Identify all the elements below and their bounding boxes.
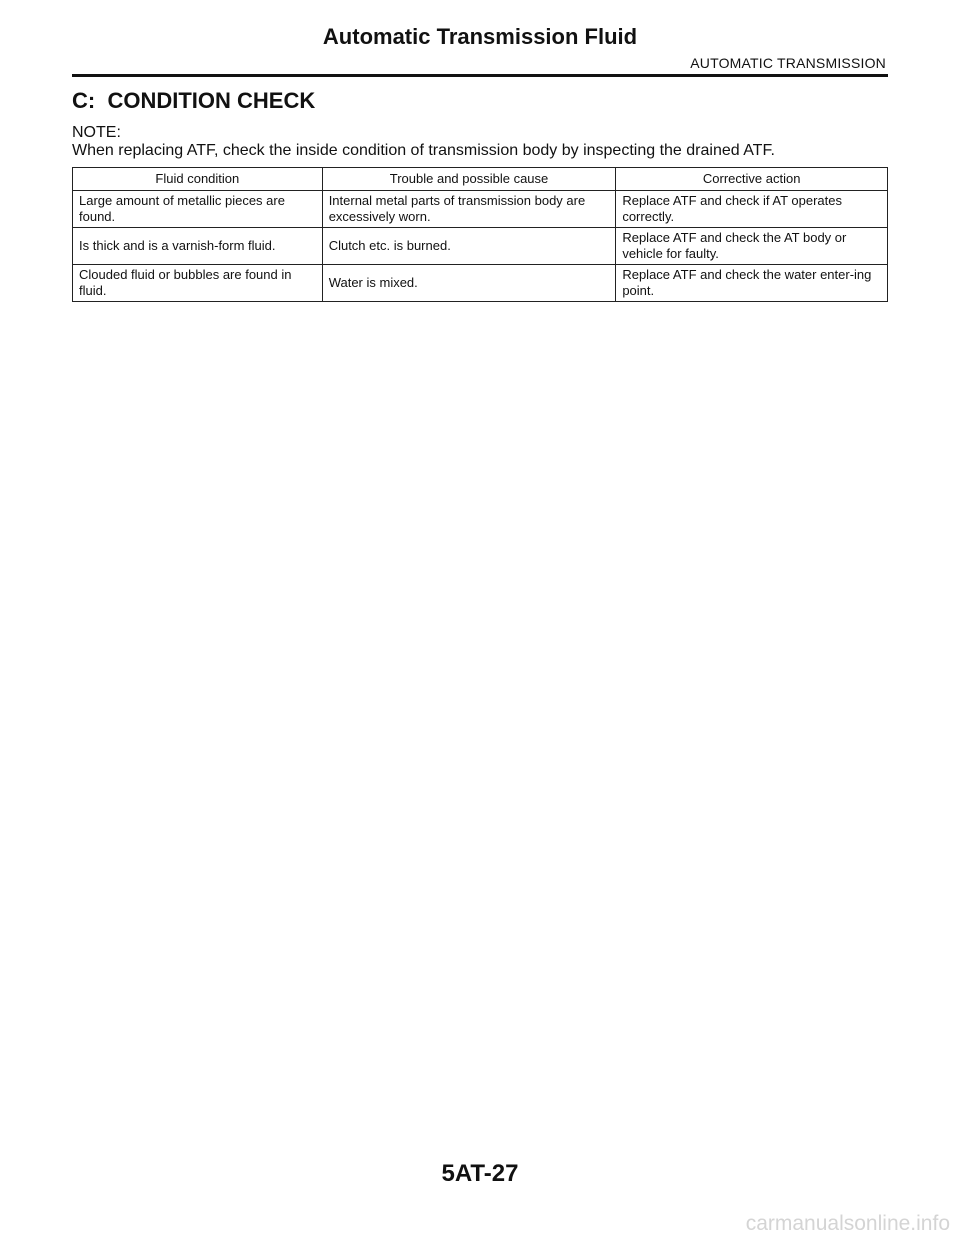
note-text: When replacing ATF, check the inside condition of transmission body by inspecting the drained ATF.	[72, 142, 775, 159]
section-heading: C: CONDITION CHECK	[72, 88, 316, 113]
header-divider	[72, 74, 888, 77]
column-header-trouble-cause: Trouble and possible cause	[322, 168, 616, 191]
cell-fluid-condition: Is thick and is a varnish-form fluid.	[73, 228, 323, 265]
table-header-row	[73, 168, 888, 191]
section-header: AUTOMATIC TRANSMISSION	[690, 55, 886, 71]
table-row	[73, 191, 888, 228]
condition-table	[72, 167, 888, 302]
cell-trouble-cause: Water is mixed.	[322, 265, 616, 302]
cell-corrective-action: Replace ATF and check the AT body or vehicle for faulty.	[616, 228, 888, 265]
page-title: Automatic Transmission Fluid	[322, 24, 638, 49]
column-header-corrective-action: Corrective action	[616, 168, 888, 191]
cell-corrective-action: Replace ATF and check the water enter-ing point.	[616, 265, 888, 302]
cell-fluid-condition: Clouded fluid or bubbles are found in fluid.	[73, 265, 323, 302]
cell-trouble-cause: Internal metal parts of transmission body are excessively worn.	[322, 191, 616, 228]
page-number: 5AT-27	[441, 1160, 519, 1187]
cell-fluid-condition: Large amount of metallic pieces are found.	[73, 191, 323, 228]
table-row	[73, 265, 888, 302]
note-label: NOTE:	[72, 124, 121, 141]
cell-corrective-action: Replace ATF and check if AT operates correctly.	[616, 191, 888, 228]
table-row	[73, 228, 888, 265]
watermark: carmanualsonline.info	[745, 1212, 950, 1235]
cell-trouble-cause: Clutch etc. is burned.	[322, 228, 616, 265]
column-header-fluid-condition: Fluid condition	[73, 168, 323, 191]
